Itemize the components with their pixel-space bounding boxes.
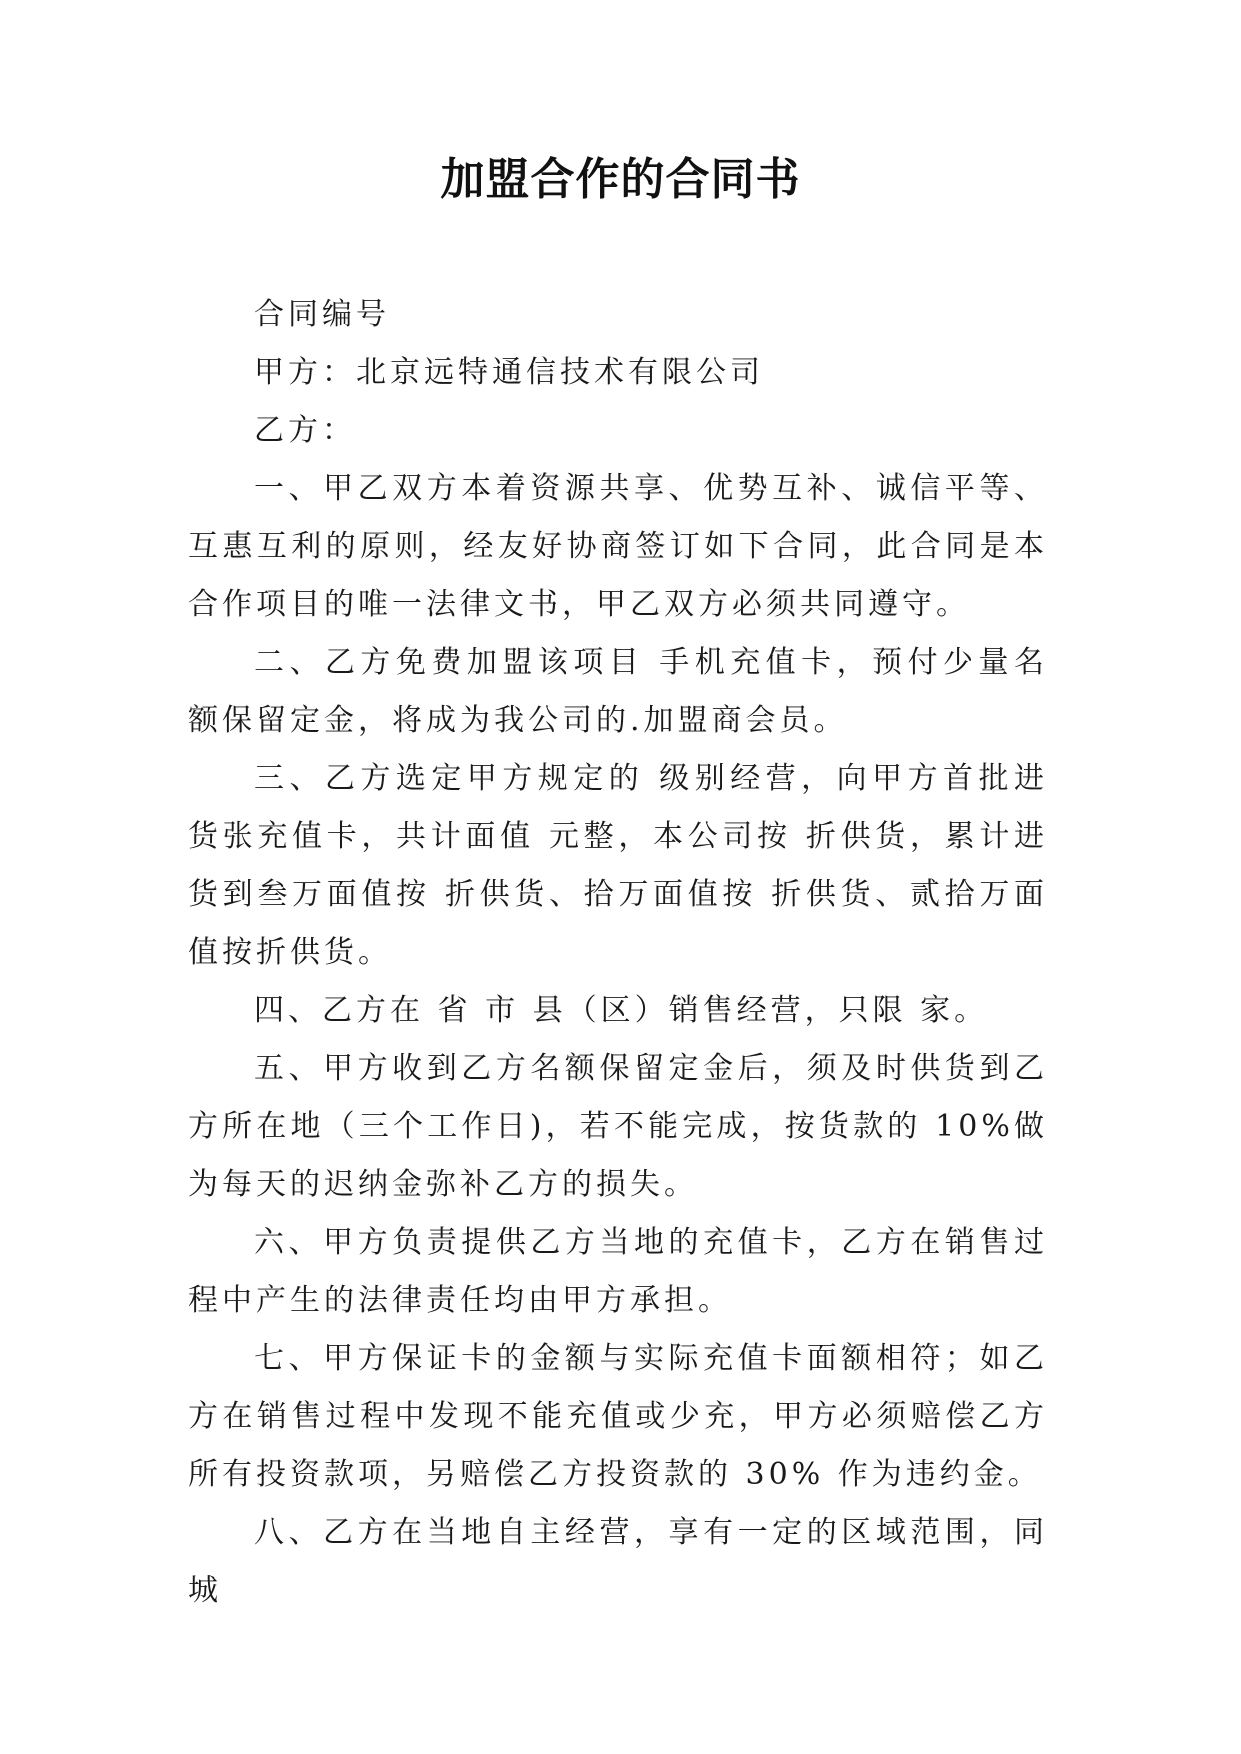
document-title: 加盟合作的合同书 xyxy=(440,154,801,205)
clause-3: 三、乙方选定甲方规定的 级别经营，向甲方首批进货张充值卡，共计面值 元整，本公司按 折供货，累计进货到叁万面值按 折供货、拾万面值按 折供货、贰拾万面值按折供货。 xyxy=(188,761,1048,970)
contract-number-line: 合同编号 xyxy=(254,297,390,332)
party-b-line: 乙方： xyxy=(254,413,356,448)
clause-2: 二、乙方免费加盟该项目 手机充值卡，预付少量名额保留定金，将成为我公司的.加盟商会员。 xyxy=(188,645,1048,738)
document-body xyxy=(188,286,1048,1620)
party-a-line: 甲方：北京远特通信技术有限公司 xyxy=(254,355,764,390)
clause-5: 五、甲方收到乙方名额保留定金后，须及时供货到乙方所在地（三个工作日)，若不能完成，按货款的 10%做为每天的迟纳金弥补乙方的损失。 xyxy=(188,1051,1048,1202)
clause-7: 七、甲方保证卡的金额与实际充值卡面额相符；如乙方在销售过程中发现不能充值或少充，甲方必须赔偿乙方所有投资款项，另赔偿乙方投资款的 30% 作为违约金。 xyxy=(188,1341,1048,1492)
clause-8: 八、乙方在当地自主经营，享有一定的区域范围，同城 xyxy=(188,1515,1048,1608)
clause-1: 一、甲乙双方本着资源共享、优势互补、诚信平等、互惠互利的原则，经友好协商签订如下合同，此合同是本合作项目的唯一法律文书，甲乙双方必须共同遵守。 xyxy=(188,471,1048,622)
clause-4: 四、乙方在 省 市 县（区）销售经营，只限 家。 xyxy=(254,993,989,1028)
clause-6: 六、甲方负责提供乙方当地的充值卡，乙方在销售过程中产生的法律责任均由甲方承担。 xyxy=(188,1225,1048,1318)
